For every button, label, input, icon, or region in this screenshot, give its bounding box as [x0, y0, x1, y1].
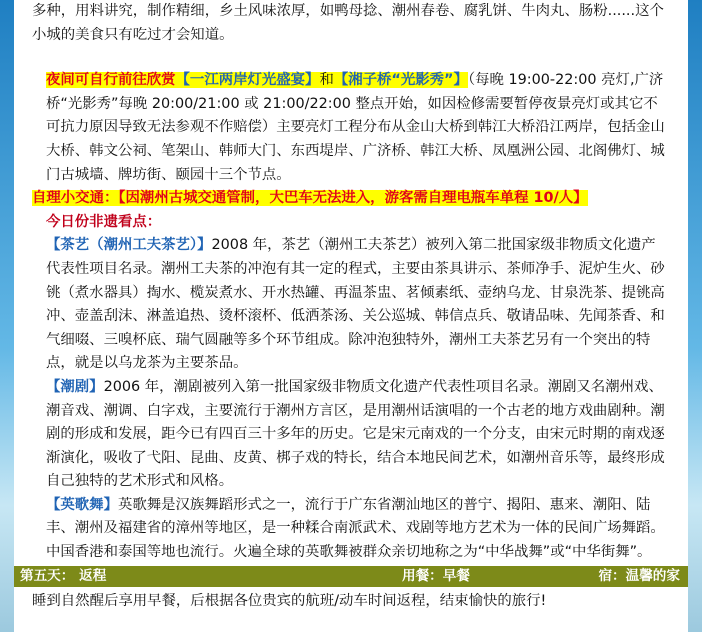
traffic-text: 自理小交通：【因潮州古城交通管制，大巴车无法进入，游客需自理电瓶车单程 10/人】 [32, 190, 588, 207]
background-left-strip [0, 0, 14, 632]
heritage-tea-tag: 【茶艺（潮州工夫茶艺）】 [46, 237, 212, 254]
night-paragraph [32, 69, 670, 187]
night-lead: 夜间可自行前往欣赏 [46, 72, 176, 89]
heritage-tea [32, 234, 670, 376]
day5-header-bar [14, 566, 688, 587]
heritage-dance-tag: 【英歌舞】 [46, 496, 118, 513]
itinerary-page [14, 0, 688, 632]
night-tag-lights: 【一江两岸灯光盛宴】 [175, 72, 320, 89]
background-right-strip [688, 0, 702, 632]
heritage-tea-text: 2008 年，茶艺（潮州工夫茶艺）被列入第二批国家级非物质文化遗产代表性项目名录。潮州工夫茶的冲泡有其一定的程式，主要由茶具讲示、茶师净手、泥炉生火、砂铫（煮水器具）掏水、榄炭煮水、开水热罐、再温茶盅、茗倾素纸、壶纳乌龙、甘泉洗茶、提铫高冲、壶盖刮沫、淋盖追热、烫杯滚杯、低洒茶汤、关公巡城、韩信点兵、敬请品味、先闻茶香、和气细啜、三嗅杯底、瑞气圆融等多个环节组成。除冲泡独特外，潮州工夫茶艺另有一个突出的特点，就是以乌龙茶为主要茶品。 [46, 237, 665, 372]
heritage-dance [32, 494, 670, 565]
heritage-opera [32, 376, 670, 494]
night-and: 和 [319, 72, 334, 89]
intro-paragraph [32, 0, 670, 47]
day5-stay: 宿：温馨的家 [598, 568, 680, 584]
closing-paragraph: 睡到自然醒后享用早餐，后根据各位贵宾的航班/动车时间返程，结束愉快的旅行! [32, 593, 547, 609]
night-tag-bridge: 【湘子桥“光影秀”】 [333, 72, 468, 89]
traffic-notice [32, 187, 670, 211]
intro-text: 多种，用料讲究，制作精细，乡土风味浓厚，如鸭母捻、潮州春卷、腐乳饼、牛肉丸、肠粉......这个小城的美食只有吃过才会知道。 [32, 3, 664, 43]
spacer [32, 47, 670, 69]
night-body: （每晚 19:00-22:00 亮灯,广济桥“光影秀”每晚 20:00/21:00 或 21:00/22:00 整点开始，如因检修需要暂停夜景亮灯或其它不可抗力原因导致无法参观不作赔偿）主要亮灯工程分布从金山大桥到韩江大桥沿江两岸，包括金山大桥、韩文公祠、笔架山、韩师大门、东西堤岸、广济桥、韩江大桥、凤凰洲公园、北阁佛灯、城门古城墙、牌坊街、颐园十三个节点。 [46, 72, 665, 183]
heritage-opera-tag: 【潮剧】 [46, 378, 104, 395]
heritage-opera-text: 2006 年，潮剧被列入第一批国家级非物质文化遗产代表性项目名录。潮剧又名潮州戏、潮音戏、潮调、白字戏，主要流行于潮州方言区，是用潮州话演唱的一个古老的地方戏曲剧种。潮剧的形成和发展，距今已有四百三十多年的历史。它是宋元南戏的一个分支，由宋元时期的南戏逐渐演化，吸收了弋阳、昆曲、皮黄、梆子戏的特长，结合本地民间艺术，如潮州音乐等，最终形成自己独特的艺术形式和风格。 [46, 378, 665, 490]
day5-meal: 用餐：早餐 [402, 568, 470, 584]
today-heading: 今日份非遗看点： [46, 213, 162, 230]
day5-title: 第五天： 返程 [20, 568, 107, 584]
heritage-dance-text: 英歌舞是汉族舞蹈形式之一，流行于广东省潮汕地区的普宁、揭阳、惠来、潮阳、陆丰、潮州及福建省的漳州等地区，是一种糅合南派武术、戏剧等地方艺术为一体的民间广场舞蹈。中国香港和泰国等地也流行。火遍全球的英歌舞被群众亲切地称之为“中华战舞”或“中华街舞”。 [46, 496, 665, 561]
